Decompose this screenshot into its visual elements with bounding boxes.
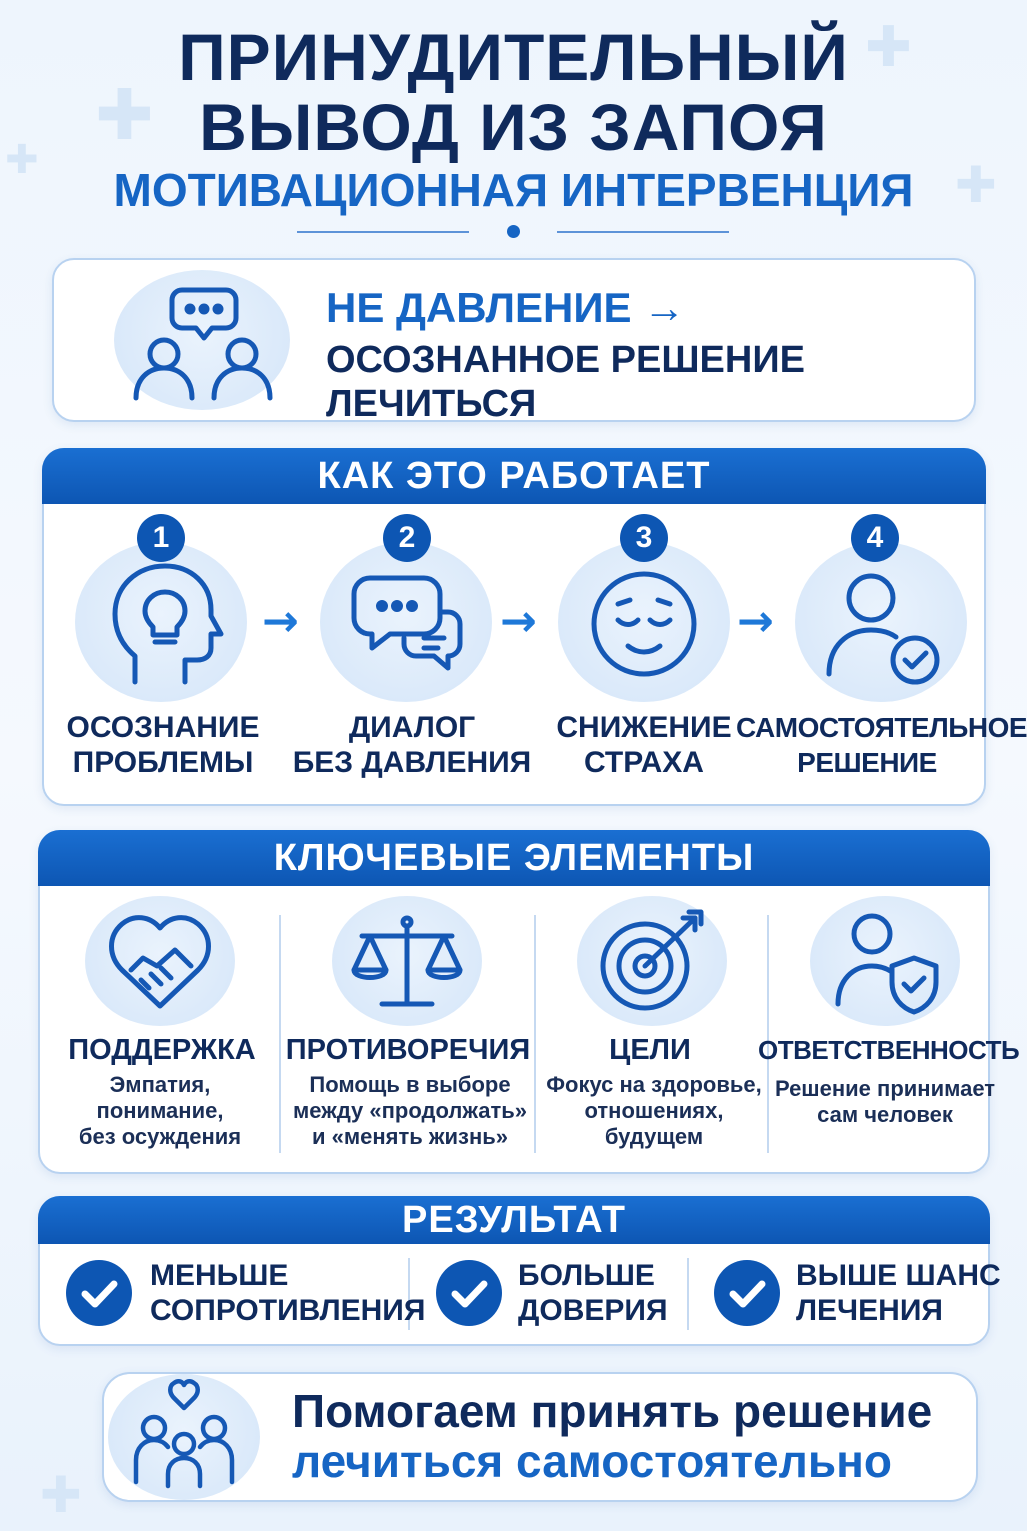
- element-description: Помощь в выборе между «продолжать» и «менять жизнь»: [293, 1072, 527, 1149]
- background-cross-icon: ✚: [95, 74, 154, 156]
- speech-bubbles-icon: [320, 542, 492, 702]
- footer-line1: Помогаем принять решение: [292, 1385, 933, 1437]
- intro-line2: ОСОЗНАННОЕ РЕШЕНИЕ ЛЕЧИТЬСЯ: [326, 339, 805, 425]
- checkmark-icon: [436, 1260, 502, 1326]
- background-cross-icon: ✚: [955, 156, 997, 214]
- result-text: ВЫШЕ ШАНС ЛЕЧЕНИЯ: [796, 1259, 1001, 1327]
- element-title: ПОДДЕРЖКА: [68, 1034, 256, 1066]
- step-number-badge: 4: [851, 514, 899, 562]
- step-number-badge: 3: [620, 514, 668, 562]
- element-title: ОТВЕТСТВЕННОСТЬ: [758, 1035, 1020, 1065]
- page-title-line2: ВЫВОД ИЗ ЗАПОЯ: [199, 90, 828, 164]
- intro-card: [52, 258, 976, 425]
- person-shield-icon: [810, 896, 960, 1026]
- arrow-right-icon: →: [500, 596, 537, 647]
- calm-face-icon: [558, 542, 730, 702]
- divider-dot: [507, 225, 520, 238]
- scales-icon: [332, 896, 482, 1026]
- checkmark-icon: [66, 1260, 132, 1326]
- section-heading: РЕЗУЛЬТАТ: [38, 1196, 990, 1244]
- element-description: Эмпатия, понимание, без осуждения: [78, 1072, 242, 1149]
- checkmark-icon: [714, 1260, 780, 1326]
- step-number-badge: 1: [137, 514, 185, 562]
- section-heading: КЛЮЧЕВЫЕ ЭЛЕМЕНТЫ: [38, 830, 990, 886]
- result-text: БОЛЬШЕ ДОВЕРИЯ: [518, 1259, 668, 1327]
- background-cross-icon: ✚: [40, 1466, 82, 1524]
- target-arrow-icon: [577, 896, 727, 1026]
- footer-banner: [102, 1372, 978, 1502]
- arrow-right-icon: →: [737, 596, 774, 647]
- step-label: САМОСТОЯТЕЛЬНОЕ РЕШЕНИЕ: [736, 712, 1027, 778]
- head-lightbulb-icon: [75, 542, 247, 702]
- person-check-icon: [795, 542, 967, 702]
- divider-right: [557, 231, 729, 233]
- step-label: ОСОЗНАНИЕ ПРОБЛЕМЫ: [66, 711, 260, 779]
- divider-left: [297, 231, 469, 233]
- intro-line1: НЕ ДАВЛЕНИЕ →: [326, 284, 686, 331]
- people-dialog-icon: [114, 270, 290, 410]
- page-subtitle: МОТИВАЦИОННАЯ ИНТЕРВЕНЦИЯ: [113, 164, 914, 216]
- section-heading: КАК ЭТО РАБОТАЕТ: [42, 448, 986, 504]
- arrow-right-icon: →: [262, 596, 299, 647]
- family-heart-icon: [108, 1374, 260, 1500]
- background-cross-icon: ✚: [5, 137, 39, 183]
- page-title-line1: ПРИНУДИТЕЛЬНЫЙ: [178, 20, 849, 94]
- step-label: ДИАЛОГ БЕЗ ДАВЛЕНИЯ: [292, 711, 532, 779]
- background-cross-icon: ✚: [865, 15, 912, 80]
- step-number-badge: 2: [383, 514, 431, 562]
- step-label: СНИЖЕНИЕ СТРАХА: [556, 711, 732, 779]
- element-title: ПРОТИВОРЕЧИЯ: [285, 1034, 531, 1066]
- column-divider: [687, 1258, 689, 1330]
- element-description: Фокус на здоровье, отношениях, будущем: [546, 1072, 762, 1149]
- heart-handshake-icon: [85, 896, 235, 1026]
- element-title: ЦЕЛИ: [609, 1034, 691, 1066]
- result-text: МЕНЬШЕ СОПРОТИВЛЕНИЯ: [150, 1259, 426, 1327]
- footer-line2: лечиться самостоятельно: [292, 1435, 893, 1487]
- element-description: Решение принимает сам человек: [774, 1076, 996, 1127]
